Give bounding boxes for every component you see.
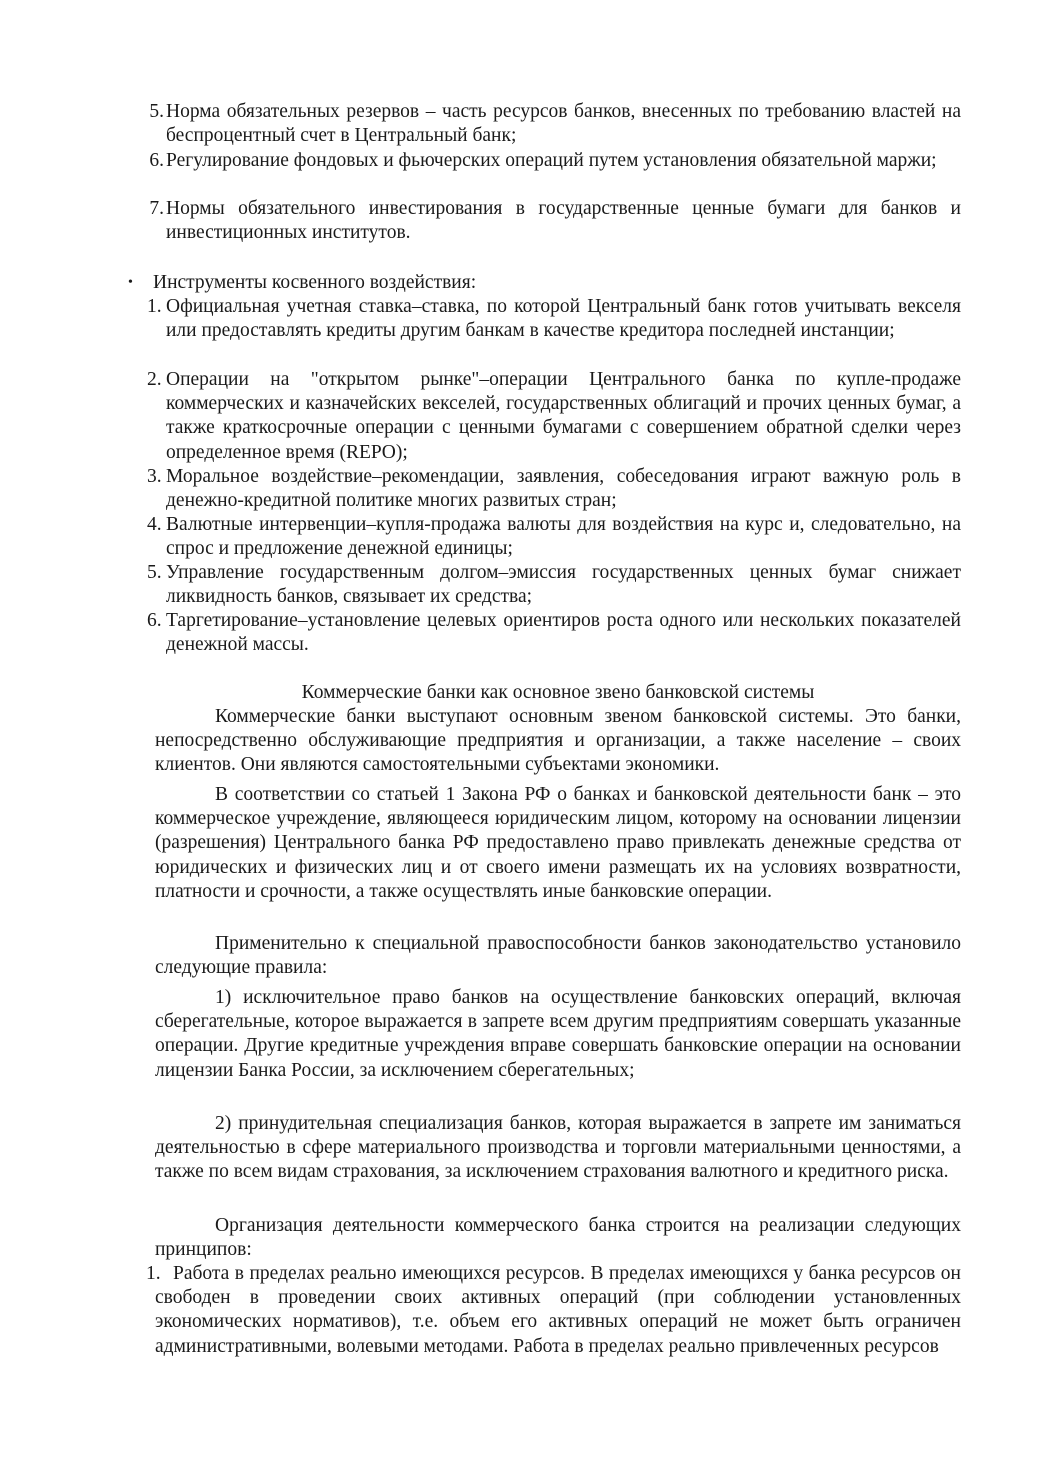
list-item-number: 6. xyxy=(147,610,162,631)
list-item xyxy=(147,368,961,465)
list-item xyxy=(147,465,961,513)
list-item-text: Валютные интервенции–купля-продажа валюты для воздействия на курс и, следовательно, на спрос и предложение денежной единицы; xyxy=(166,514,961,560)
paragraph: Применительно к специальной правоспособности банков законодательство установило следующие правила: xyxy=(155,933,961,979)
list-item-number: 3. xyxy=(147,466,162,487)
bullet-heading-text: Инструменты косвенного воздействия: xyxy=(153,272,477,293)
bullet-heading xyxy=(128,271,476,295)
list-item-number: 5. xyxy=(147,562,162,583)
list-item-text: Нормы обязательного инвестирования в государственные ценные бумаги для банков и инвестиционных институтов. xyxy=(166,198,961,244)
list-item-number: 7. xyxy=(149,198,164,219)
principle-item xyxy=(146,1262,961,1359)
list-item-text: Управление государственным долгом–эмиссия государственных ценных бумаг снижает ликвидность банков, связывает их средства; xyxy=(166,562,961,608)
section-heading: Коммерческие банки как основное звено банковской системы xyxy=(301,682,815,703)
list-item-text: Норма обязательных резервов – часть ресурсов банков, внесенных по требованию властей на беспроцентный счет в Центральный банк; xyxy=(166,101,961,147)
list-item-text: Официальная учетная ставка–ставка, по которой Центральный банк готов учитывать векселя или предоставлять кредиты другим банкам в качестве кредитора последней инстанции; xyxy=(166,296,961,342)
paragraph: В соответствии со статьей 1 Закона РФ о банках и банковской деятельности банк – это коммерческое учреждение, являющееся юридическим лицом, которому на основании лицензии (разрешения) Центрального банка РФ предоставлено право привлекать денежные средства от юридических и физических лиц и от своего имени размещать их на условиях возвратности, платности и срочности, а также осуществлять иные банковские операции. xyxy=(155,784,961,902)
list-item-number: 4. xyxy=(147,514,162,535)
list-item-text: Таргетирование–установление целевых ориентиров роста одного или нескольких показателей денежной массы. xyxy=(166,610,961,656)
list-item xyxy=(149,149,961,173)
list-item xyxy=(147,561,961,609)
list-item-number: 1. xyxy=(147,296,162,317)
list-item-number: 2. xyxy=(147,369,162,390)
list-item xyxy=(147,513,961,561)
list-item-number: 6. xyxy=(149,150,164,171)
list-item-text: Моральное воздействие–рекомендации, заявления, собеседования играют важную роль в денежно-кредитной политике многих развитых стран; xyxy=(166,466,961,512)
list-item-number: 5. xyxy=(149,101,164,122)
paragraph: 2) принудительная специализация банков, которая выражается в запрете им заниматься деятельностью в сфере материального производства и торговли материальными ценностями, а также по всем видам страхования, за исключением страхования валютного и кредитного риска. xyxy=(155,1113,961,1183)
list-item xyxy=(149,100,961,148)
list-item xyxy=(147,609,961,657)
bullet-icon: • xyxy=(128,275,133,290)
paragraph: Организация деятельности коммерческого банка строится на реализации следующих принципов: xyxy=(155,1215,961,1261)
principle-text: Работа в пределах реально имеющихся ресурсов. В пределах имеющихся у банка ресурсов он свободен в проведении своих активных операций (при соблюдении установленных экономических нормативов), т.е. объем его активных операций не может быть ограничен административными, волевыми методами. Работа в пределах реально привлеченных ресурсов xyxy=(155,1263,961,1357)
paragraph: Коммерческие банки выступают основным звеном банковской системы. Это банки, непосредственно обслуживающие предприятия и организации, а также население – своих клиентов. Они являются самостоятельными субъектами экономики. xyxy=(155,706,961,776)
list-item xyxy=(149,197,961,245)
paragraph: 1) исключительное право банков на осуществление банковских операций, включая сберегательные, которое выражается в запрете всем другим предприятиям совершать указанные операции. Другие кредитные учреждения вправе совершать банковские операции на основании лицензии Банка России, за исключением сберегательных; xyxy=(155,987,961,1081)
list-item xyxy=(147,295,961,343)
principle-number: 1. xyxy=(146,1263,161,1284)
list-item-text: Регулирование фондовых и фьючерских операций путем установления обязательной маржи; xyxy=(166,150,937,171)
list-item-text: Операции на "открытом рынке"–операции Центрального банка по купле-продаже коммерческих и казначейских векселей, государственных облигаций и прочих ценных бумаг, а также краткосрочные операции с ценными бумагами с совершением обратной сделки через определенное время (REPO); xyxy=(166,369,961,463)
